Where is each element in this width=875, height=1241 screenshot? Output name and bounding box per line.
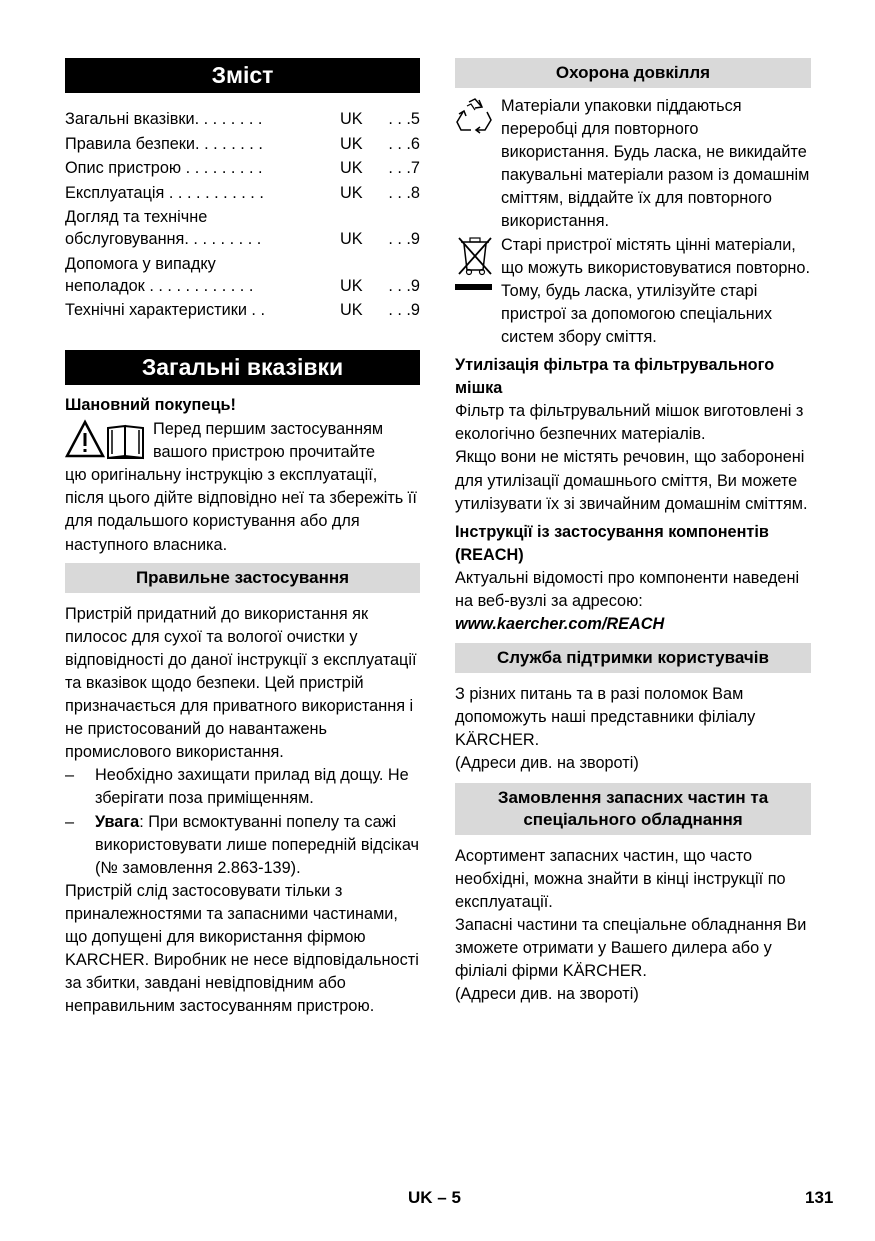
- environment-title: Охорона довкілля: [455, 58, 811, 88]
- proper-use-text: Пристрій придатний до використання як пилосос для сухої та вологої очистки у відповідності до даної інструкції з експлуатації та вказівок щодо безпеки. Цей пристрій призначається для приватного використання і не пристосований до навантажень промислового використання.: [65, 604, 417, 762]
- intro-block: Перед першим застосуванням вашого пристрою прочитайте: [65, 418, 420, 464]
- filter-text-2: Якщо вони не містять речовин, що заборонені для утилізації домашнього сміття, Ви можете утилізувати їх зі звичайним домашнім сміттям.: [455, 448, 808, 513]
- recycle-icon: [455, 96, 501, 234]
- toc-row[interactable]: Допомога у випадку неполадок . . . . . . . . . . . . UK . . .9: [65, 254, 420, 295]
- toc-title: Зміст: [65, 58, 420, 93]
- toc-row[interactable]: Догляд та технічне обслуговування. . . . . . . . . UK . . .9: [65, 208, 420, 248]
- toc-row[interactable]: Загальні вказівки. . . . . . . . UK . . .5: [65, 110, 420, 128]
- support-title: Служба підтримки користувачів: [455, 643, 811, 673]
- toc-row[interactable]: Експлуатація . . . . . . . . . . . UK . . .8: [65, 183, 420, 202]
- reach-text: Актуальні відомості про компоненти наведені на веб-вузлі за адресою:: [455, 568, 800, 610]
- weee-block: Старі пристрої містять цінні матеріали, що можуть використовуватися повторно. Тому, будь ласка, утилізуйте старі пристрої за допомогою спеціальних систем збору сміття.: [455, 234, 811, 349]
- left-column: [65, 58, 420, 1018]
- parts-text-2: Запасні частини та спеціальне обладнання Ви зможете отримати у Вашего дилера або у філіалі фірми KÄRCHER.: [455, 915, 807, 980]
- toc-row[interactable]: Правила безпеки. . . . . . . . UK . . .6: [65, 134, 420, 153]
- footer-section-label: UK – 5: [408, 1188, 461, 1207]
- reach-title: Інструкції із застосування компонентів (REACH): [455, 522, 769, 564]
- parts-text: Асортимент запасних частин, що часто необхідні, можна знайти в кінці інструкції по експлуатації.: [455, 846, 786, 911]
- parts-address: (Адреси див. на звороті): [455, 985, 639, 1004]
- page-number: 131: [805, 1188, 834, 1207]
- recycle-block: Матеріали упаковки піддаються переробці для повторного використання. Будь ласка, не викидайте пакувальні матеріали разом із домашнім сміттям, віддайте їх для повторного використання.: [455, 96, 811, 234]
- intro-text: цю оригінальну інструкцію з експлуатації, після цього дійте відповідно неї та збережіть її для подальшого користування або для наступного власника.: [65, 466, 417, 554]
- list-item: – Необхідно захищати прилад від дощу. Не зберігати поза приміщенням.: [65, 766, 409, 808]
- parts-title: Замовлення запасних частин та спеціального обладнання: [455, 783, 811, 835]
- general-title: Загальні вказівки: [65, 350, 420, 385]
- list-item: – Увага: При всмоктуванні попелу та сажі використовувати лише попередній відсікач (№ замовлення 2.863-139).: [65, 812, 420, 877]
- support-text: З різних питань та в разі поломок Вам допоможуть наші представники філіалу KÄRCHER.: [455, 685, 756, 750]
- warning-manual-icon: [65, 418, 153, 464]
- toc-row[interactable]: Опис пристрою . . . . . . . . . UK . . .7: [65, 159, 420, 177]
- proper-use-text-2: Пристрій слід застосовувати тільки з приналежностями та запасними частинами, що допущені для використання фірмою KARCHER. Виробник не несе відповідальності за збитки, завдані невідповідним або неправильним застосуванням пристрою.: [65, 881, 419, 1016]
- table-of-contents: [65, 108, 420, 321]
- toc-row[interactable]: Технічні характеристики . . UK . . .9: [65, 301, 420, 319]
- proper-use-title: Правильне застосування: [65, 563, 420, 593]
- support-address: (Адреси див. на звороті): [455, 754, 639, 773]
- filter-text: Фільтр та фільтрувальний мішок виготовлені з екологічно безпечних матеріалів.: [455, 402, 804, 444]
- right-column: [455, 58, 811, 1006]
- reach-link[interactable]: www.kaercher.com/REACH: [455, 615, 665, 634]
- dear-customer: Шановний покупець!: [65, 396, 236, 414]
- filter-title: Утилізація фільтра та фільтрувального мішка: [455, 356, 775, 398]
- crossed-bin-icon: [455, 234, 501, 349]
